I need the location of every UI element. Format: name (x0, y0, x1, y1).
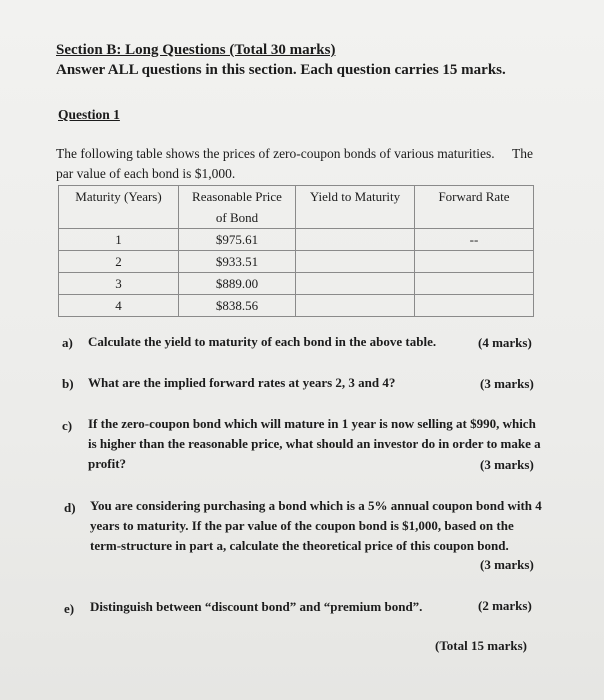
table-header-row-2 (59, 208, 534, 229)
cell-ytm (296, 273, 415, 295)
header-ytm: Yield to Maturity (296, 186, 415, 209)
cell-price: $975.61 (179, 229, 296, 251)
cell-forward (415, 251, 534, 273)
cell-maturity: 3 (59, 273, 179, 295)
part-c-line3: profit? (88, 456, 127, 471)
part-b-letter: b) (62, 376, 74, 391)
part-d-marks: (3 marks) (480, 557, 534, 572)
part-c-line2: is higher than the reasonable price, what should an investor do in order to make a (88, 436, 541, 451)
part-d-line3: term-structure in part a, calculate the theoretical price of this coupon bond. (90, 538, 509, 553)
header-price-line2: of Bond (179, 208, 296, 229)
part-e-text: Distinguish between “discount bond” and “premium bond”. (90, 599, 423, 614)
part-b-marks: (3 marks) (480, 376, 534, 391)
bond-price-table (58, 185, 534, 317)
cell-ytm (296, 251, 415, 273)
header-maturity: Maturity (Years) (59, 186, 179, 209)
cell-maturity: 4 (59, 295, 179, 317)
table-header-row (59, 186, 534, 209)
part-c-letter: c) (62, 418, 73, 433)
part-d-line2: years to maturity. If the par value of the coupon bond is $1,000, based on the (90, 518, 514, 533)
question-intro-line1-end: The (512, 146, 533, 161)
part-d-letter: d) (64, 500, 76, 515)
part-a-letter: a) (62, 335, 73, 350)
part-c-marks: (3 marks) (480, 457, 534, 472)
cell-price: $889.00 (179, 273, 296, 295)
question-intro-line1: The following table shows the prices of zero-coupon bonds of various maturities. (56, 146, 495, 161)
table-row (59, 295, 534, 317)
cell-forward (415, 273, 534, 295)
cell-price: $933.51 (179, 251, 296, 273)
header-price: Reasonable Price (179, 186, 296, 209)
part-a-text: Calculate the yield to maturity of each bond in the above table. (88, 334, 437, 349)
table-row (59, 229, 534, 251)
section-instructions: Answer ALL questions in this section. Each question carries 15 marks. (56, 62, 506, 78)
cell-maturity: 2 (59, 251, 179, 273)
part-e-letter: e) (64, 601, 75, 616)
question-intro-line2: par value of each bond is $1,000. (56, 166, 236, 181)
cell-ytm (296, 229, 415, 251)
cell-forward (415, 295, 534, 317)
cell-price: $838.56 (179, 295, 296, 317)
total-marks: (Total 15 marks) (435, 638, 527, 653)
header-forward: Forward Rate (415, 186, 534, 209)
part-b-text: What are the implied forward rates at years 2, 3 and 4? (88, 375, 396, 390)
table-row (59, 251, 534, 273)
cell-ytm (296, 295, 415, 317)
part-a-marks: (4 marks) (478, 335, 532, 350)
section-title: Section B: Long Questions (Total 30 marks) (56, 42, 336, 58)
question-heading: Question 1 (58, 107, 120, 122)
cell-forward: -- (415, 229, 534, 251)
table-row (59, 273, 534, 295)
cell-maturity: 1 (59, 229, 179, 251)
part-c-line1: If the zero-coupon bond which will mature in 1 year is now selling at $990, which (88, 416, 536, 431)
part-e-marks: (2 marks) (478, 598, 532, 613)
part-d-line1: You are considering purchasing a bond which is a 5% annual coupon bond with 4 (90, 498, 542, 513)
